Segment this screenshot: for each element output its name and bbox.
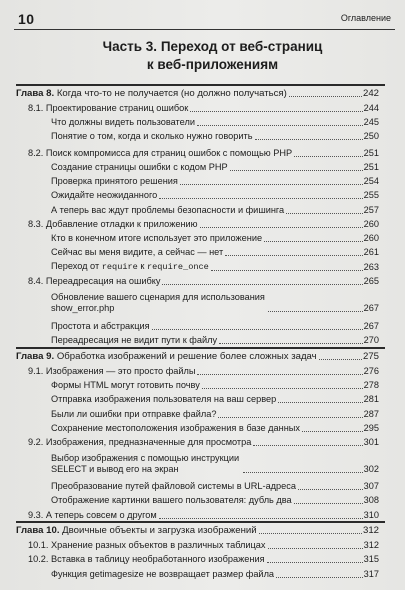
- leader-dots: [289, 95, 362, 97]
- toc-entry-text: 9.2. Изображения, предназначенные для просмотра: [28, 437, 252, 447]
- toc-chapter-entry[interactable]: [16, 351, 379, 362]
- toc-entry-title: [28, 510, 157, 521]
- toc-entry[interactable]: [51, 452, 379, 475]
- toc-entry[interactable]: [28, 148, 379, 159]
- toc-entry-text: Функция getimagesize не возвращает размер файла: [51, 569, 275, 579]
- toc-entry-text: Формы HTML могут готовить почву: [51, 380, 200, 390]
- toc-entry[interactable]: [51, 291, 379, 314]
- toc-page-number: 276: [363, 366, 379, 376]
- toc-page-number: 281: [363, 394, 379, 404]
- toc-entry-title: [51, 423, 300, 434]
- toc-entry-title: [51, 261, 209, 273]
- toc-entry[interactable]: [51, 481, 379, 492]
- toc-entry-title: [51, 453, 241, 475]
- toc-entry-title: [28, 437, 251, 448]
- toc-entry-text: Простота и абстракция: [51, 321, 150, 331]
- toc-entry[interactable]: [51, 117, 379, 128]
- toc-entry-title: [51, 162, 228, 173]
- leader-dots: [243, 471, 363, 473]
- toc-page-number: 250: [363, 131, 379, 141]
- toc-entry-text: Переадресация не видит пути к файлу: [51, 335, 218, 345]
- chapter-label: Глава 9.: [16, 351, 55, 362]
- leader-dots: [159, 197, 362, 199]
- leader-dots: [276, 576, 363, 578]
- leader-dots: [219, 342, 363, 344]
- leader-dots: [255, 138, 363, 140]
- leader-dots: [230, 169, 363, 171]
- toc-page-number: 267: [363, 303, 379, 313]
- toc-entry-title: [16, 525, 257, 536]
- toc-page-number: 295: [363, 423, 379, 433]
- toc-page-number: 263: [363, 262, 379, 272]
- toc-entry-text: 9.1. Изображения — это просто файлы: [28, 366, 196, 376]
- leader-dots: [197, 124, 363, 126]
- toc-entry-text: 9.3. А теперь совсем о другом: [28, 510, 157, 520]
- toc-entry-title: [51, 380, 200, 391]
- leader-dots: [253, 444, 362, 446]
- leader-dots: [286, 212, 363, 214]
- toc-page-number: 301: [363, 437, 379, 447]
- leader-dots: [298, 488, 363, 490]
- toc-page-number: 307: [363, 481, 379, 491]
- toc-entry[interactable]: [51, 205, 379, 216]
- toc-entry[interactable]: [51, 495, 379, 506]
- toc-page-number: 244: [363, 103, 379, 113]
- toc-entry-title: [51, 321, 150, 332]
- toc-entry-text: Создание страницы ошибки с кодом PHP: [51, 162, 228, 172]
- toc-entry[interactable]: [28, 276, 379, 287]
- toc-entry-text: Переход от require к require_once: [51, 261, 209, 272]
- toc-entry[interactable]: [51, 569, 379, 580]
- leader-dots: [218, 416, 362, 418]
- leader-dots: [190, 110, 362, 112]
- toc-entry-text: Отображение картинки вашего пользователя: дубль два: [51, 495, 292, 505]
- toc-entry[interactable]: [28, 510, 379, 521]
- toc-entry-text: Обработка изображений и решение более сложных задач: [54, 351, 317, 362]
- toc-entry[interactable]: [51, 190, 379, 201]
- toc-entry-text: Отправка изображения пользователя на ваш сервер: [51, 394, 277, 404]
- toc-entry[interactable]: [28, 103, 379, 114]
- toc-page-number: 278: [363, 380, 379, 390]
- toc-page-number: 251: [363, 148, 379, 158]
- leader-dots: [294, 502, 363, 504]
- toc-page-number: 302: [363, 464, 379, 474]
- toc-entry-title: [51, 233, 262, 244]
- toc-entry[interactable]: [28, 366, 379, 377]
- leader-dots: [268, 547, 363, 549]
- toc-entry-title: [51, 409, 216, 420]
- toc-entry-text: А теперь вас ждут проблемы безопасности и фишинга: [51, 205, 285, 215]
- running-header: Оглавление: [340, 13, 391, 23]
- toc-entry-text: Двоичные объекты и загрузка изображений: [59, 525, 257, 536]
- toc-page-number: 275: [362, 351, 379, 362]
- toc-entry-title: [28, 103, 188, 114]
- toc-entry-text: Ожидайте неожиданного: [51, 190, 158, 200]
- toc-entry-text: Проверка принятого решения: [51, 176, 178, 186]
- chapter-rule: [16, 347, 385, 349]
- toc-entry[interactable]: [51, 162, 379, 173]
- toc-entry-text: Преобразование путей файловой системы в URL-адреса: [51, 481, 296, 491]
- toc-page-number: 317: [363, 569, 379, 579]
- leader-dots: [211, 269, 363, 271]
- toc-entry-text: 8.2. Поиск компромисса для страниц ошибок с помощью PHP: [28, 148, 293, 158]
- leader-dots: [294, 155, 363, 157]
- toc-chapter-entry[interactable]: [16, 88, 379, 99]
- toc-page-number: 242: [362, 88, 379, 99]
- toc-page-number: 255: [363, 190, 379, 200]
- toc-entry-title: [28, 276, 160, 287]
- leader-dots: [267, 561, 363, 563]
- toc-entry[interactable]: [51, 321, 379, 332]
- leader-dots: [268, 310, 363, 312]
- toc-entry-text: 8.3. Добавление отладки к приложению: [28, 219, 198, 229]
- toc-entry-text: Сохранение местоположения изображения в базе данных: [51, 423, 300, 433]
- leader-dots: [278, 401, 362, 403]
- page-number: 10: [18, 11, 35, 27]
- toc-entry[interactable]: [28, 554, 379, 565]
- leader-dots: [319, 358, 362, 360]
- leader-dots: [180, 183, 363, 185]
- toc-page-number: 257: [363, 205, 379, 215]
- toc-page-number: 308: [363, 495, 379, 505]
- leader-dots: [152, 328, 363, 330]
- chapter-rule: [16, 84, 385, 86]
- toc-entry[interactable]: [51, 176, 379, 187]
- toc-entry[interactable]: [51, 335, 379, 346]
- toc-chapter-entry[interactable]: [16, 525, 379, 536]
- toc-entry-title: [28, 219, 198, 230]
- toc-entry-text: Понятие о том, когда и сколько нужно говорить: [51, 131, 253, 141]
- leader-dots: [259, 532, 362, 534]
- chapter-rule: [16, 521, 385, 523]
- leader-dots: [200, 226, 363, 228]
- toc-page-number: 265: [363, 276, 379, 286]
- toc-entry-title: [51, 131, 253, 142]
- toc-page-number: 267: [363, 321, 379, 331]
- leader-dots: [202, 387, 363, 389]
- toc-entry[interactable]: [51, 247, 379, 258]
- toc-entry-title: [28, 148, 292, 159]
- toc-entry[interactable]: [51, 423, 379, 434]
- toc-page-number: 254: [363, 176, 379, 186]
- toc-entry-text: Что должны видеть пользователи: [51, 117, 195, 127]
- leader-dots: [197, 373, 362, 375]
- toc-entry-text: 8.1. Проектирование страниц ошибок: [28, 103, 189, 113]
- toc-entry-title: [28, 540, 266, 551]
- toc-entry-title: [28, 366, 195, 377]
- toc-page-number: 260: [363, 219, 379, 229]
- toc-page-number: 312: [363, 540, 379, 550]
- leader-dots: [162, 283, 362, 285]
- toc-page-number: 261: [363, 247, 379, 257]
- toc-entry-text: Кто в конечном итоге использует это приложение: [51, 233, 263, 243]
- toc-entry[interactable]: [51, 233, 379, 244]
- toc-page-number: 310: [363, 510, 379, 520]
- toc-page-number: 260: [363, 233, 379, 243]
- toc-entry-text: 10.1. Хранение разных объектов в различных таблицах: [28, 540, 266, 550]
- toc-entry-title: [51, 481, 296, 492]
- leader-dots: [159, 517, 363, 519]
- part-title-line-1: Часть 3. Переход от веб-страниц: [102, 39, 323, 54]
- toc-entry-title: [51, 292, 266, 314]
- toc-entry[interactable]: [51, 394, 379, 405]
- toc-entry-text: 10.2. Вставка в таблицу необработанного изображения: [28, 554, 265, 564]
- toc-entry-text: Когда что-то не получается (но должно получаться): [54, 88, 287, 99]
- toc-entry-text: Выбор изображения с помощью инструкции SELECT и вывод его на экран: [51, 453, 240, 474]
- toc-entry-text: Были ли ошибки при отправке файла?: [51, 409, 217, 419]
- toc-entry-title: [51, 190, 157, 201]
- toc-entry[interactable]: [28, 437, 379, 448]
- toc-entry-title: [28, 554, 265, 565]
- toc-page-number: 287: [363, 409, 379, 419]
- toc-entry-text: 8.4. Переадресация на ошибку: [28, 276, 161, 286]
- toc-entry[interactable]: [28, 219, 379, 230]
- leader-dots: [302, 430, 363, 432]
- leader-dots: [225, 254, 362, 256]
- toc-entry-text: Обновление вашего сценария для использования show_error.php: [51, 292, 265, 313]
- toc-entry[interactable]: [51, 380, 379, 391]
- toc-entry[interactable]: [51, 131, 379, 142]
- toc-entry-title: [51, 247, 223, 258]
- toc-entry-title: [51, 495, 292, 506]
- chapter-label: Глава 10.: [16, 525, 60, 536]
- part-title-line-2: к веб-приложениям: [146, 57, 279, 72]
- toc-entry[interactable]: [51, 409, 379, 420]
- chapter-label: Глава 8.: [16, 88, 55, 99]
- toc-entry-title: [51, 117, 195, 128]
- toc-entry-text: Сейчас вы меня видите, а сейчас — нет: [51, 247, 224, 257]
- toc-page-number: 245: [363, 117, 379, 127]
- toc-entry-title: [16, 351, 317, 362]
- toc-entry-title: [51, 335, 217, 346]
- toc-entry-title: [51, 394, 276, 405]
- toc-page-number: 315: [363, 554, 379, 564]
- toc-page-number: 270: [363, 335, 379, 345]
- leader-dots: [264, 240, 363, 242]
- toc-entry-title: [51, 569, 274, 580]
- toc-entry[interactable]: [51, 261, 379, 273]
- toc-page-number: 312: [362, 525, 379, 536]
- toc-entry-title: [51, 205, 284, 216]
- toc-entry-title: [16, 88, 287, 99]
- toc-entry-title: [51, 176, 178, 187]
- toc-page-number: 251: [363, 162, 379, 172]
- toc-entry[interactable]: [28, 540, 379, 551]
